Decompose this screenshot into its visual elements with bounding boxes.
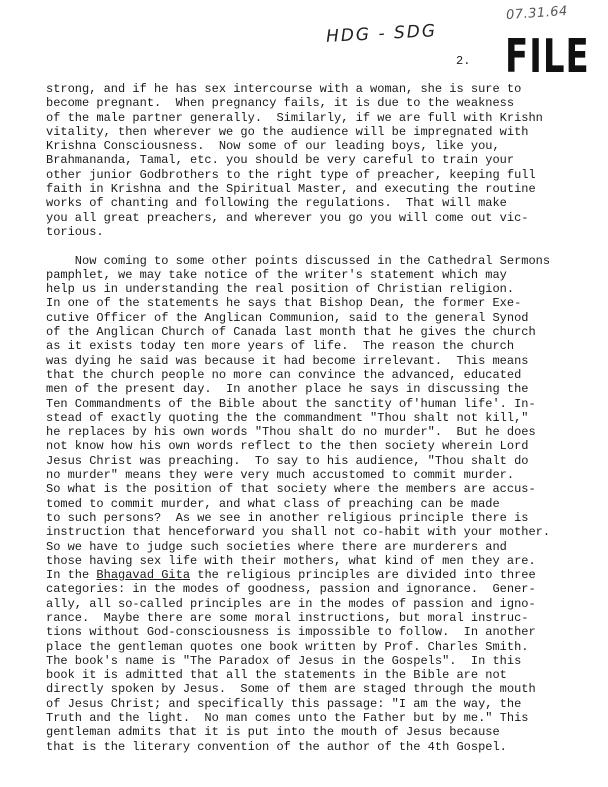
file-stamp: FILE <box>505 30 590 84</box>
text-line: Truth and the light. No man comes unto the Father but by me." This <box>46 711 529 726</box>
text-line: categories: in the modes of goodness, passion and ignorance. Gener- <box>46 582 536 597</box>
gita-line-before: In the <box>46 568 97 583</box>
text-line: you all great preachers, and wherever you go you will come out vic- <box>46 210 529 225</box>
text-line: Brahmananda, Tamal, etc. you should be very careful to train your <box>46 153 515 168</box>
text-line: book it is admitted that all the statements in the Bible are not <box>46 668 507 683</box>
text-line: works of chanting and following the regulations. That will make <box>46 196 507 211</box>
text-line: become pregnant. When pregnancy fails, it is due to the weakness <box>46 96 515 111</box>
bhagavad-gita-title: Bhagavad Gita <box>96 568 191 583</box>
text-line: of the male partner generally. Similarly, if we are full with Krishn <box>46 110 543 125</box>
text-line: Now coming to some other points discussed in the Cathedral Sermons <box>46 253 551 268</box>
text-line: those having sex life with their mothers, what kind of men they are. <box>46 553 536 568</box>
text-line: tions without God-consciousness is impossible to follow. In another <box>46 625 536 640</box>
paragraph-3 <box>46 582 576 754</box>
text-line: torious. <box>46 224 104 239</box>
text-line: instruction that henceforward you shall not co-habit with your mother. <box>46 525 551 540</box>
text-line: was dying he said was because it had become irrelevant. This means <box>46 353 529 368</box>
text-line: ally, all so-called principles are in the modes of passion and igno- <box>46 596 536 611</box>
text-line: rance. Maybe there are some moral instructions, but moral instruc- <box>46 610 529 625</box>
text-line: help us in understanding the real position of Christian religion. <box>46 282 515 297</box>
text-line: cutive Officer of the Anglican Communion, said to the general Synod <box>46 310 529 325</box>
page-number: 2. <box>456 54 471 68</box>
text-line: as it exists today ten more years of life. The reason the church <box>46 339 515 354</box>
text-line: Ten Commandments of the Bible about the sanctity of'human life'. In- <box>46 396 536 411</box>
text-line: stead of exactly quoting the the commandment "Thou shalt not kill," <box>46 410 529 425</box>
text-line: he replaces by his own words "Thou shalt do no murder". But he does <box>46 425 536 440</box>
text-line: of Jesus Christ; and specifically this passage: "I am the way, the <box>46 696 522 711</box>
text-line: other junior Godbrothers to the right type of preacher, keeping full <box>46 167 536 182</box>
paragraph-1 <box>46 82 576 239</box>
text-line: not know how his own words reflect to the then society wherein Lord <box>46 439 529 454</box>
text-line: strong, and if he has sex intercourse with a woman, she is sure to <box>46 82 522 96</box>
text-line: no murder" means they were very much accustomed to commit murder. <box>46 468 515 483</box>
text-line: So what is the position of that society where the members are accus- <box>46 482 536 497</box>
paragraph-2 <box>46 254 576 569</box>
gita-line-after: the religious principles are divided into three <box>190 568 536 583</box>
text-line: pamphlet, we may take notice of the writer's statement which may <box>46 267 507 282</box>
gita-line <box>46 568 576 582</box>
text-line: to such persons? As we see in another religious principle there is <box>46 510 529 525</box>
text-line: that the church people no more can convince the advanced, educated <box>46 367 522 382</box>
handwritten-reference: HDG - SDG <box>325 21 438 47</box>
text-line: gentleman admits that it is put into the mouth of Jesus because <box>46 725 500 740</box>
text-line: directly spoken by Jesus. Some of them are staged through the mouth <box>46 682 536 697</box>
text-line: that is the literary convention of the author of the 4th Gospel. <box>46 739 507 754</box>
text-line: Jesus Christ was preaching. To say to his audience, "Thou shalt do <box>46 453 529 468</box>
text-line: So we have to judge such societies where there are murderers and <box>46 539 507 554</box>
text-line: place the gentleman quotes one book written by Prof. Charles Smith. <box>46 639 529 654</box>
text-line: Krishna Consciousness. Now some of our leading boys, like you, <box>46 139 500 154</box>
text-line: In one of the statements he says that Bishop Dean, the former Exe- <box>46 296 522 311</box>
letter-body <box>46 82 576 754</box>
text-line: men of the present day. In another place he says in discussing the <box>46 382 529 397</box>
text-line: of the Anglican Church of Canada last month that he gives the church <box>46 325 536 340</box>
text-line: vitality, then wherever we go the audience will be impregnated with <box>46 124 529 139</box>
handwritten-date: 07.31.64 <box>505 3 569 24</box>
text-line: faith in Krishna and the Spiritual Master, and executing the routine <box>46 182 536 197</box>
paragraph-gap <box>46 239 576 253</box>
text-line: tomed to commit murder, and what class of preaching can be made <box>46 496 500 511</box>
text-line: The book's name is "The Paradox of Jesus in the Gospels". In this <box>46 653 522 668</box>
